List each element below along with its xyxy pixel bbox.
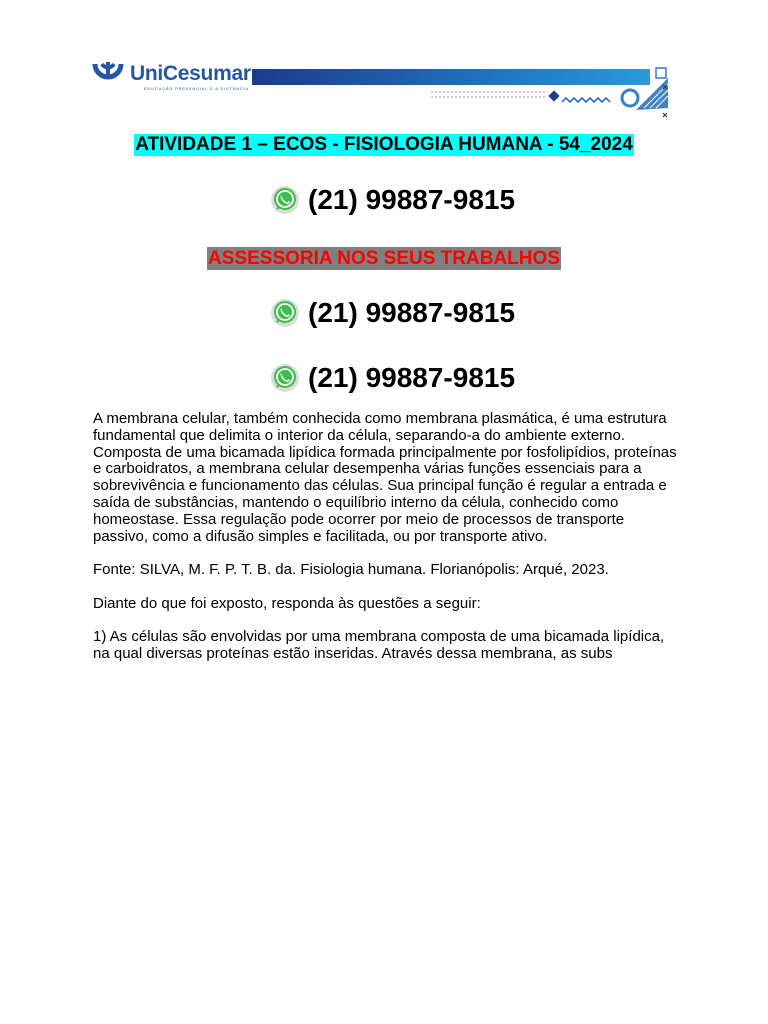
phone-contact-3[interactable] [270,358,515,398]
source-citation: Fonte: SILVA, M. F. P. T. B. da. Fisiologia humana. Florianópolis: Arqué, 2023. [93,561,609,579]
logo-mark-icon [92,60,126,90]
page-header [92,58,678,120]
phone-contact-1[interactable] [270,180,515,220]
whatsapp-icon [270,363,300,393]
document-body [93,411,683,680]
phone-number: (21) 99887-9815 [308,297,516,328]
header-decoration [422,58,678,120]
whatsapp-icon [270,298,300,328]
phone-number: (21) 99887-9815 [308,184,516,215]
promo-row [0,247,768,270]
title-row [0,134,768,156]
logo-tagline: EDUCAÇÃO PRESENCIAL E A DISTÂNCIA [144,86,249,91]
phone-number: (21) 99887-9815 [308,362,516,393]
intro-paragraph: A membrana celular, também conhecida como membrana plasmática, é uma estrutura fundamental que delimita o interior da célula, separando-a do ambiente externo. Composta de uma bicamada lipídica formada principalmente por fosfolipídios, proteínas e carboidratos, a membrana celular desempenha várias funções essenciais para a sobrevivência e funcionamento das células. Sua principal função é regular a entrada e saída de substâncias, mantendo o equilíbrio interno da célula, conhecido como homeostase. Essa regulação pode ocorrer por meio de processos de transporte passivo, como a difusão simples e facilitada, ou por transporte ativo. [93,410,677,545]
whatsapp-icon [270,185,300,215]
question-1: 1) As células são envolvidas por uma membrana composta de uma bicamada lipídica, na qual diversas proteínas estão inseridas. Através dessa membrana, as subs [93,628,665,663]
logo-text: UniCesumar [130,62,251,85]
promo-banner: ASSESSORIA NOS SEUS TRABALHOS [208,248,560,269]
phone-contact-2[interactable] [270,293,515,333]
instruction-paragraph: Diante do que foi exposto, responda às questões a seguir: [93,594,481,612]
page-title: ATIVIDADE 1 – ECOS - FISIOLOGIA HUMANA - 54_2024 [135,134,633,155]
